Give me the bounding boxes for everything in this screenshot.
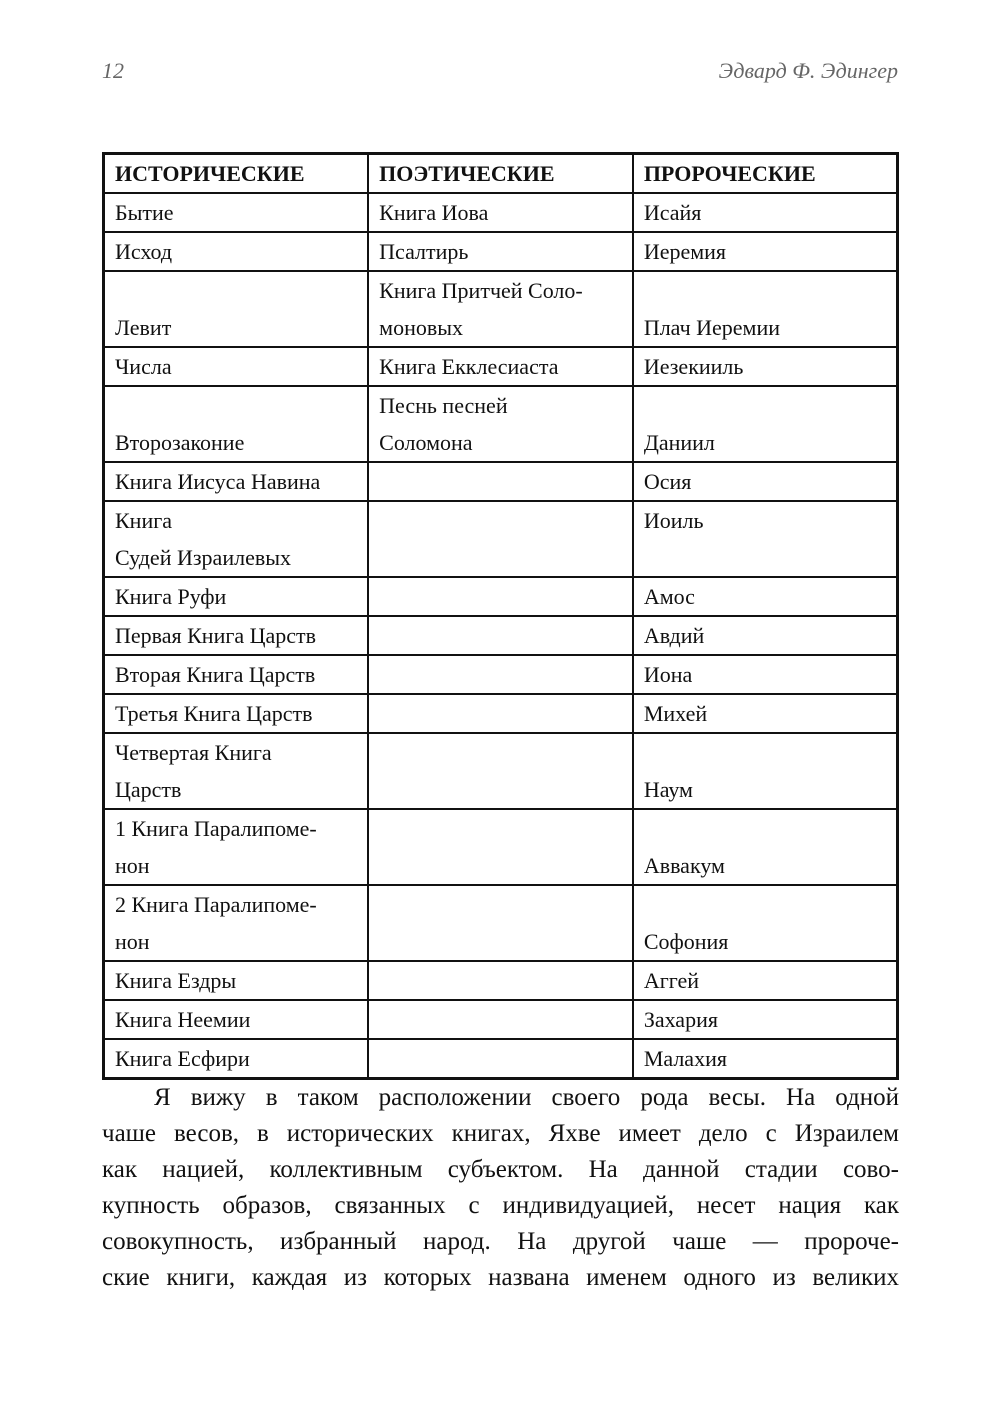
cell-text: 2 Книга Паралипоме- — [115, 892, 317, 917]
cell-poetic — [368, 616, 633, 655]
table-row — [104, 386, 898, 462]
cell-text: Аввакум — [643, 853, 725, 878]
cell-text: Малахия — [643, 1046, 727, 1071]
table-row — [104, 1000, 898, 1039]
cell-text: Четвертая Книга — [115, 740, 272, 765]
cell-text: Книга Неемии — [115, 1007, 251, 1032]
cell-text: Книга Руфи — [115, 584, 227, 609]
table-row — [104, 501, 898, 577]
cell-text: Судей Израилевых — [115, 545, 291, 570]
cell-text: Песнь песней — [379, 393, 508, 418]
cell-text: Авдий — [643, 623, 705, 648]
cell-poetic — [368, 961, 633, 1000]
cell-poetic — [368, 232, 633, 271]
cell-text: Иеремия — [643, 239, 727, 264]
paragraph-line: купность образов, связанных с индивидуацией, несет нация как — [102, 1192, 899, 1219]
cell-historical — [104, 1000, 369, 1039]
cell-prophetic — [633, 616, 898, 655]
cell-poetic — [368, 193, 633, 232]
cell-text: Числа — [115, 354, 172, 379]
cell-text: Исход — [115, 239, 173, 264]
cell-prophetic — [633, 1000, 898, 1039]
cell-prophetic — [633, 271, 898, 347]
table-row — [104, 347, 898, 386]
cell-poetic — [368, 271, 633, 347]
cell-text: Левит — [115, 315, 172, 340]
cell-prophetic — [633, 386, 898, 462]
cell-historical — [104, 386, 369, 462]
body-paragraph — [102, 1080, 899, 1296]
table-row — [104, 271, 898, 347]
cell-text: Книга — [115, 508, 173, 533]
table-row — [104, 961, 898, 1000]
paragraph-line: ские книги, каждая из которых названа именем одного из великих — [102, 1264, 899, 1291]
cell-prophetic — [633, 655, 898, 694]
cell-historical — [104, 733, 369, 809]
cell-text: Плач Иеремии — [643, 315, 781, 340]
table-row — [104, 694, 898, 733]
cell-poetic — [368, 733, 633, 809]
table-row — [104, 193, 898, 232]
cell-prophetic — [633, 577, 898, 616]
cell-prophetic — [633, 347, 898, 386]
cell-text: моновых — [379, 315, 464, 340]
table-row — [104, 577, 898, 616]
cell-text: Второзаконие — [115, 430, 245, 455]
cell-prophetic — [633, 462, 898, 501]
paragraph-line: чаше весов, в исторических книгах, Яхве имеет дело с Израилем — [102, 1120, 899, 1147]
cell-prophetic — [633, 501, 898, 577]
cell-text: Царств — [115, 777, 182, 802]
cell-historical — [104, 271, 369, 347]
cell-historical — [104, 462, 369, 501]
cell-poetic — [368, 347, 633, 386]
page-number: 12 — [102, 58, 124, 83]
cell-prophetic — [633, 809, 898, 885]
cell-text: Наум — [643, 777, 693, 802]
cell-historical — [104, 1039, 369, 1079]
cell-poetic — [368, 809, 633, 885]
cell-poetic — [368, 386, 633, 462]
cell-text: Михей — [643, 701, 708, 726]
table-row — [104, 809, 898, 885]
cell-poetic — [368, 694, 633, 733]
cell-text: Захария — [643, 1007, 718, 1032]
cell-text: Иона — [643, 662, 693, 687]
cell-prophetic — [633, 193, 898, 232]
cell-historical — [104, 809, 369, 885]
cell-poetic — [368, 885, 633, 961]
cell-text: Аггей — [643, 968, 699, 993]
cell-text: Третья Книга Царств — [115, 701, 313, 726]
cell-poetic — [368, 462, 633, 501]
cell-historical — [104, 347, 369, 386]
books-table — [102, 152, 899, 1080]
table-row — [104, 616, 898, 655]
cell-text: Софония — [643, 929, 729, 954]
cell-prophetic — [633, 1039, 898, 1079]
cell-text: Псалтирь — [379, 239, 469, 264]
cell-prophetic — [633, 733, 898, 809]
paragraph-line: как нацией, коллективным субъектом. На данной стадии сово- — [102, 1156, 899, 1183]
table-row — [104, 733, 898, 809]
cell-poetic — [368, 577, 633, 616]
cell-text: Книга Ездры — [115, 968, 237, 993]
table-row — [104, 232, 898, 271]
table-row — [104, 885, 898, 961]
cell-text: Иезекииль — [643, 354, 744, 379]
cell-text: Иоиль — [643, 508, 704, 533]
cell-historical — [104, 193, 369, 232]
column-header-historical: ИСТОРИЧЕСКИЕ — [104, 154, 369, 194]
cell-text: Соломона — [379, 430, 473, 455]
cell-text: Даниил — [643, 430, 715, 455]
cell-poetic — [368, 501, 633, 577]
cell-historical — [104, 655, 369, 694]
running-title: Эдвард Ф. Эдингер — [718, 58, 898, 83]
cell-text: 1 Книга Паралипоме- — [115, 816, 317, 841]
cell-historical — [104, 616, 369, 655]
column-header-prophetic: ПРОРОЧЕСКИЕ — [633, 154, 898, 194]
cell-prophetic — [633, 694, 898, 733]
cell-text: нон — [115, 929, 150, 954]
cell-text: Книга Екклесиаста — [379, 354, 559, 379]
paragraph-line: Я вижу в таком расположении своего рода весы. На одной — [154, 1084, 899, 1111]
cell-historical — [104, 577, 369, 616]
cell-historical — [104, 501, 369, 577]
cell-historical — [104, 885, 369, 961]
cell-text: Первая Книга Царств — [115, 623, 317, 648]
table-row — [104, 1039, 898, 1079]
table-header-row — [104, 154, 898, 194]
cell-poetic — [368, 1039, 633, 1079]
cell-text: Бытие — [115, 200, 174, 225]
cell-text: Книга Есфири — [115, 1046, 250, 1071]
cell-poetic — [368, 655, 633, 694]
paragraph-line: совокупность, избранный народ. На другой чаше — пророче- — [102, 1228, 899, 1255]
cell-text: нон — [115, 853, 150, 878]
cell-prophetic — [633, 885, 898, 961]
cell-text: Вторая Книга Царств — [115, 662, 316, 687]
cell-historical — [104, 694, 369, 733]
cell-text: Книга Иисуса Навина — [115, 469, 321, 494]
column-header-poetic: ПОЭТИЧЕСКИЕ — [368, 154, 633, 194]
cell-text: Осия — [643, 469, 692, 494]
table-row — [104, 655, 898, 694]
cell-text: Исайя — [643, 200, 702, 225]
cell-text: Амос — [643, 584, 695, 609]
cell-prophetic — [633, 961, 898, 1000]
cell-text: Книга Иова — [379, 200, 489, 225]
cell-text: Книга Притчей Соло- — [379, 278, 583, 303]
table-row — [104, 462, 898, 501]
cell-prophetic — [633, 232, 898, 271]
cell-historical — [104, 232, 369, 271]
cell-historical — [104, 961, 369, 1000]
cell-poetic — [368, 1000, 633, 1039]
